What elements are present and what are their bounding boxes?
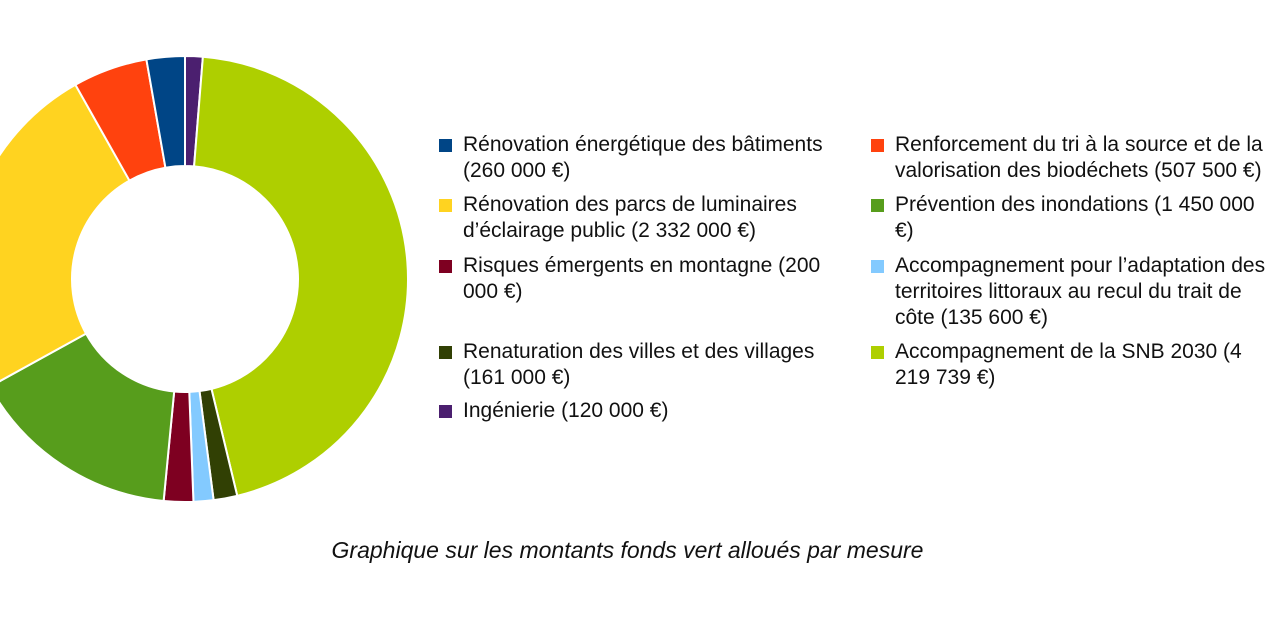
legend-label: côte (135 600 €) bbox=[895, 306, 1048, 329]
legend-swatch bbox=[871, 346, 884, 359]
legend-label: Ingénierie (120 000 €) bbox=[463, 399, 669, 422]
legend-swatch bbox=[871, 139, 884, 152]
legend-label: Rénovation énergétique des bâtiments bbox=[463, 133, 823, 156]
legend-label: Renaturation des villes et des villages bbox=[463, 340, 815, 363]
legend-label: valorisation des biodéchets (507 500 €) bbox=[895, 159, 1262, 182]
legend-item bbox=[463, 132, 823, 184]
chart-caption: Graphique sur les montants fonds vert alloués par mesure bbox=[331, 537, 924, 563]
legend-swatch bbox=[439, 199, 452, 212]
legend-swatch bbox=[871, 260, 884, 273]
legend-label: (161 000 €) bbox=[463, 366, 571, 389]
legend-label: (260 000 €) bbox=[463, 159, 571, 182]
legend-label: Accompagnement de la SNB 2030 (4 bbox=[895, 340, 1242, 363]
legend-item bbox=[463, 339, 814, 391]
legend-label: territoires littoraux au recul du trait de bbox=[895, 280, 1242, 303]
legend-item bbox=[895, 339, 1242, 391]
legend-label: Renforcement du tri à la source et de la bbox=[895, 133, 1263, 156]
legend-label: 000 €) bbox=[463, 280, 523, 303]
legend-swatch bbox=[439, 346, 452, 359]
legend-item bbox=[895, 253, 1265, 331]
legend-label: 219 739 €) bbox=[895, 366, 996, 389]
legend-item bbox=[463, 253, 820, 305]
legend-label: Risques émergents en montagne (200 bbox=[463, 254, 821, 277]
legend-label: €) bbox=[895, 219, 914, 242]
legend-item bbox=[463, 192, 797, 244]
legend-label: Prévention des inondations (1 450 000 bbox=[895, 193, 1255, 216]
legend-item bbox=[895, 192, 1255, 244]
legend-swatch bbox=[439, 260, 452, 273]
legend-swatch bbox=[439, 405, 452, 418]
legend-swatch bbox=[871, 199, 884, 212]
legend-label: Accompagnement pour l’adaptation des bbox=[895, 254, 1266, 277]
legend-swatch bbox=[439, 139, 452, 152]
legend-label: Rénovation des parcs de luminaires bbox=[463, 193, 797, 216]
legend-item bbox=[463, 398, 668, 424]
legend-label: d’éclairage public (2 332 000 €) bbox=[463, 219, 757, 242]
legend-item bbox=[895, 132, 1263, 184]
donut-slice bbox=[194, 57, 408, 496]
